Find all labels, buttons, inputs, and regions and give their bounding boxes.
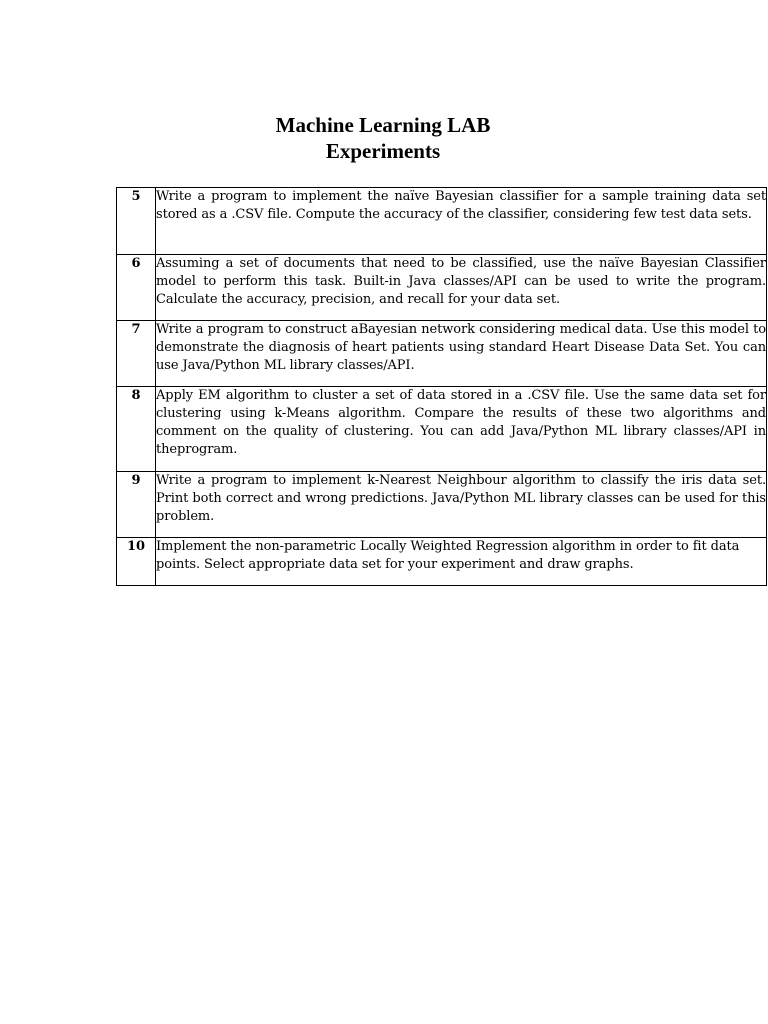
title-line-2: Experiments <box>325 139 441 163</box>
table-row <box>117 538 767 586</box>
experiment-description: Assuming a set of documents that need to be classified, use the naïve Bayesian Classifier model to perform this task. Built-in Java classes/API can be used to write the program. Calculate the accuracy, precision, and recall for your data set. <box>156 255 767 321</box>
table-row <box>117 321 767 387</box>
table-row <box>117 472 767 538</box>
experiment-description: Write a program to implement the naïve Bayesian classifier for a sample training data set stored as a .CSV file. Compute the accuracy of the classifier, considering few test data sets. <box>156 188 767 255</box>
experiments-table <box>116 187 767 586</box>
experiment-number: 5 <box>117 188 156 255</box>
table-row <box>117 387 767 472</box>
experiment-number: 9 <box>117 472 156 538</box>
experiment-description: Write a program to implement k-Nearest Neighbour algorithm to classify the iris data set. Print both correct and wrong predictions. Java/Python ML library classes can be used for this problem. <box>156 472 767 538</box>
table-row <box>117 188 767 255</box>
experiment-number: 8 <box>117 387 156 472</box>
experiment-number: 10 <box>117 538 156 586</box>
document-title <box>0 112 768 164</box>
experiment-description: Implement the non-parametric Locally Weighted Regression algorithm in order to fit data points. Select appropriate data set for your experiment and draw graphs. <box>156 538 767 586</box>
experiment-description: Apply EM algorithm to cluster a set of data stored in a .CSV file. Use the same data set for clustering using k-Means algorithm. Compare the results of these two algorithms and comment on the quality of clustering. You can add Java/Python ML library classes/API in theprogram. <box>156 387 767 472</box>
experiment-description: Write a program to construct aBayesian network considering medical data. Use this model to demonstrate the diagnosis of heart patients using standard Heart Disease Data Set. You can use Java/Python ML library classes/API. <box>156 321 767 387</box>
table-row <box>117 255 767 321</box>
experiment-number: 7 <box>117 321 156 387</box>
experiment-number: 6 <box>117 255 156 321</box>
title-line-1: Machine Learning LAB <box>275 113 491 137</box>
